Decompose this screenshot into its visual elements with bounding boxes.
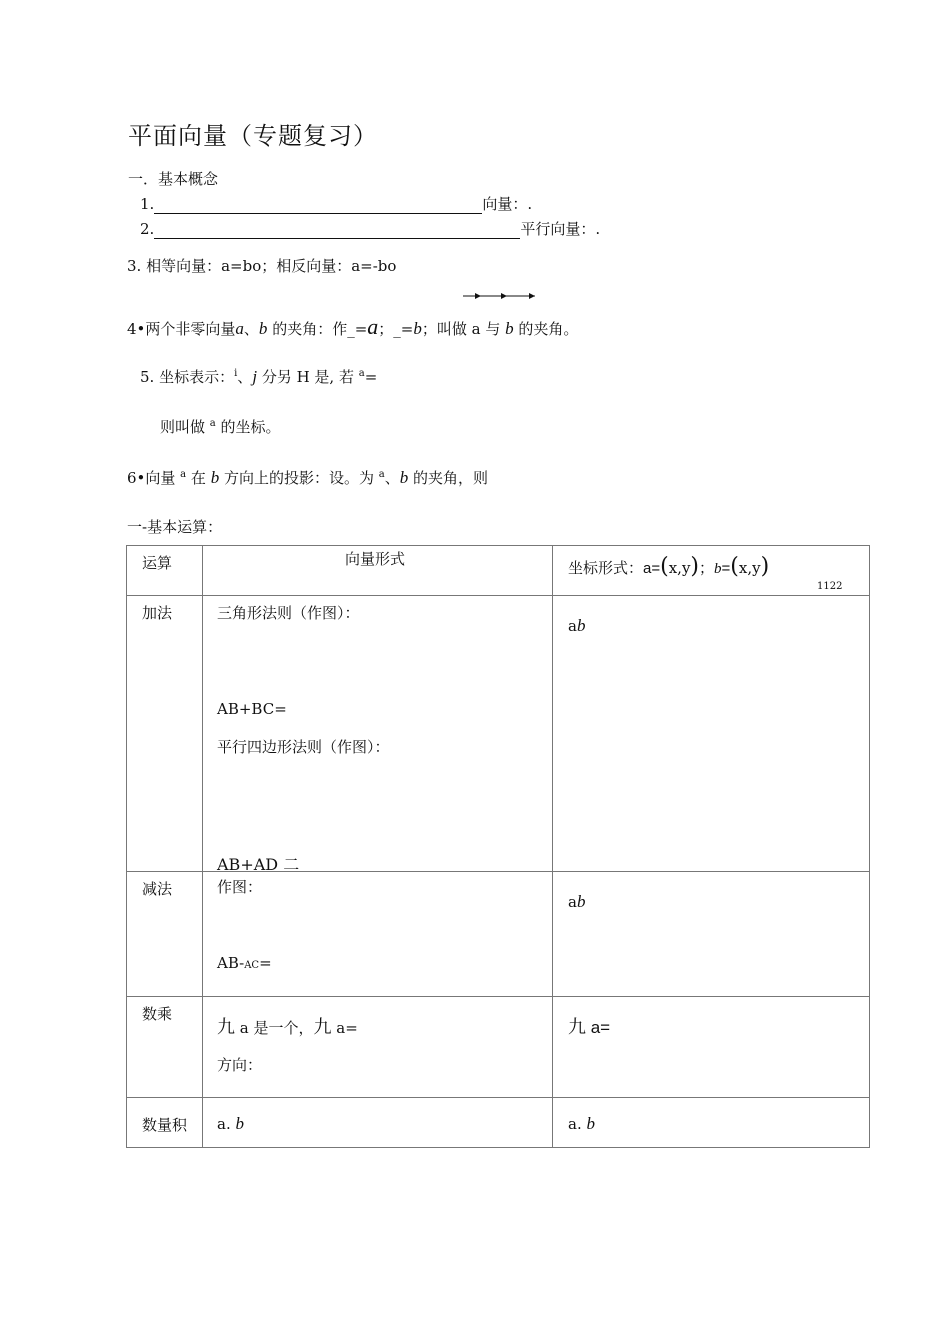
dot-vector-cell [203,1098,553,1148]
section2-heading: 一-基本运算： [127,518,223,536]
item6-end: 的夹角，则 [408,469,488,487]
dot-coord-expr [568,1114,595,1134]
header-coord-xy1: x,y [668,559,691,577]
header-vector-label: 向量形式 [345,550,406,568]
add-coord-ab [568,616,585,636]
paren-open-2: ( [730,554,739,579]
item6-a: a [180,469,187,480]
header-op-cell [127,546,203,596]
scalar-k1: 九 [217,1017,235,1037]
dot-vector-b: b [235,1114,244,1133]
sub-coord-b: b [576,892,586,911]
item6-mid2: 方向上的投影：设。为 [219,469,379,487]
item4-row [127,314,578,340]
scalar-coord-end: a= [586,1018,611,1037]
scalar-coord-cell [553,997,870,1098]
dot-coord-b: b [586,1114,595,1133]
add-op-label: 加法 [142,604,173,622]
dot-vector-a: a. [217,1115,236,1133]
item2-label: 平行向量：. [520,220,601,238]
item1-label: 向量：. [482,195,533,213]
scalar-op-label: 数乘 [142,1005,173,1023]
item4-mid: 的夹角：作_= [267,320,368,338]
table-header-row [127,546,870,596]
dot-coord-cell [553,1098,870,1148]
dot-op-cell [127,1098,203,1148]
table-row-addition [127,596,870,872]
sub-op-cell [127,872,203,997]
header-coord-xy2: x,y [738,559,761,577]
item6-b: b [210,468,220,487]
item6-mid: 在 [186,469,211,487]
sub-ab-ac [217,954,272,972]
item4-vector-b2: b [413,319,422,338]
paren-close-2: ) [760,554,770,579]
sub-draw-label: 作图： [217,878,263,896]
add-ab-bc: AB+BC= [217,700,287,718]
item6-a2: a [378,469,385,480]
item5-end: = [364,368,378,386]
operations-table [126,545,870,1148]
table-row-dot [127,1098,870,1148]
header-coord-label [568,554,769,579]
item5-j: j [252,367,258,386]
item2-number: 2. [140,220,155,238]
item4-end: 的夹角。 [513,320,579,338]
item3-text: 3. 相等向量：a=bo；相反向量：a=-bo [127,257,397,275]
page-title: 平面向量（专题复习） [128,122,378,150]
item4-suffix: ；叫做 a 与 [421,320,506,338]
add-ab-ad: AB+AD 二 [217,855,300,874]
sub-ab-ac-end: = [259,954,272,972]
sub-coord-cell [553,872,870,997]
scalar-coord-k: 九 [568,1017,586,1037]
item5-i: i [234,368,238,379]
scalar-mid: a 是一个， [235,1019,314,1037]
header-coord-cell [553,546,870,596]
item2-blank-line [154,224,520,239]
item5-a: a [358,368,365,379]
item5-mid: 分另 H 是, 若 [257,368,359,386]
scalar-vector-cell [203,997,553,1098]
table-row-subtraction [127,872,870,997]
header-op-label: 运算 [142,554,173,572]
item4-vector-b: b [258,319,268,338]
item6-b2: b [399,468,409,487]
scalar-line1 [217,1013,358,1039]
item5-line2-end: 的坐标。 [215,418,281,436]
item5-line2-pre: 则叫做 [160,418,210,436]
scalar-coord [568,1013,610,1039]
item6-row [127,467,488,488]
header-coord-pre: 坐标形式： [568,559,644,577]
item5-line2-a: a [209,418,216,429]
item2-row [140,218,600,239]
header-coord-subscripts: 1122 [817,581,843,592]
item5-sep: 、 [237,368,253,386]
item4-vector-b3: b [505,319,514,338]
item1-row [140,193,532,214]
sub-ab-ac-small: AC [244,960,260,971]
item4-sep: 、 [243,320,259,338]
add-coord-cell [553,596,870,872]
header-vector-cell [203,546,553,596]
scalar-op-cell [127,997,203,1098]
item1-blank-line [154,199,482,214]
scalar-k2: 九 [313,1017,332,1037]
sub-vector-cell [203,872,553,997]
item4-big-a: a [367,314,379,339]
header-coord-a: a= [643,560,661,577]
scalar-direction: 方向： [217,1056,263,1074]
sub-coord-a: a [568,893,577,911]
header-coord-b: b [714,561,722,577]
add-vector-cell [203,596,553,872]
vector-arrows-icon [461,289,537,303]
item4-prefix: 4•两个非零向量 [127,320,236,338]
item4-mid2: ；_= [378,320,414,338]
sub-coord-ab [568,892,585,912]
item1-number: 1. [140,195,155,213]
scalar-end: a= [331,1019,358,1037]
dot-vector-expr [217,1114,244,1134]
item6-sep: 、 [384,469,400,487]
add-coord-a: a [568,617,577,635]
section1-heading: 一．基本概念 [128,170,219,188]
dot-coord-a: a. [568,1115,587,1133]
item6-pre: 6•向量 [127,469,181,487]
add-triangle-rule: 三角形法则（作图）： [217,604,360,622]
sub-op-label: 减法 [142,880,173,898]
dot-op-label: 数量积 [142,1116,188,1134]
add-coord-b: b [576,616,586,635]
add-op-cell [127,596,203,872]
paren-open-1: ( [660,554,669,579]
item5-line2 [160,416,281,437]
paren-close-1: ) [690,554,700,579]
table-row-scalar [127,997,870,1098]
add-parallelogram-rule: 平行四边形法则（作图）： [217,738,390,756]
header-coord-sep: ； [699,559,715,577]
sub-ab-ac-pre: AB- [217,954,245,972]
item5-row [140,366,377,387]
item4-vector-a: a [235,319,244,338]
header-coord-eq: = [721,560,731,577]
item5-pre: 5. 坐标表示： [140,368,235,386]
